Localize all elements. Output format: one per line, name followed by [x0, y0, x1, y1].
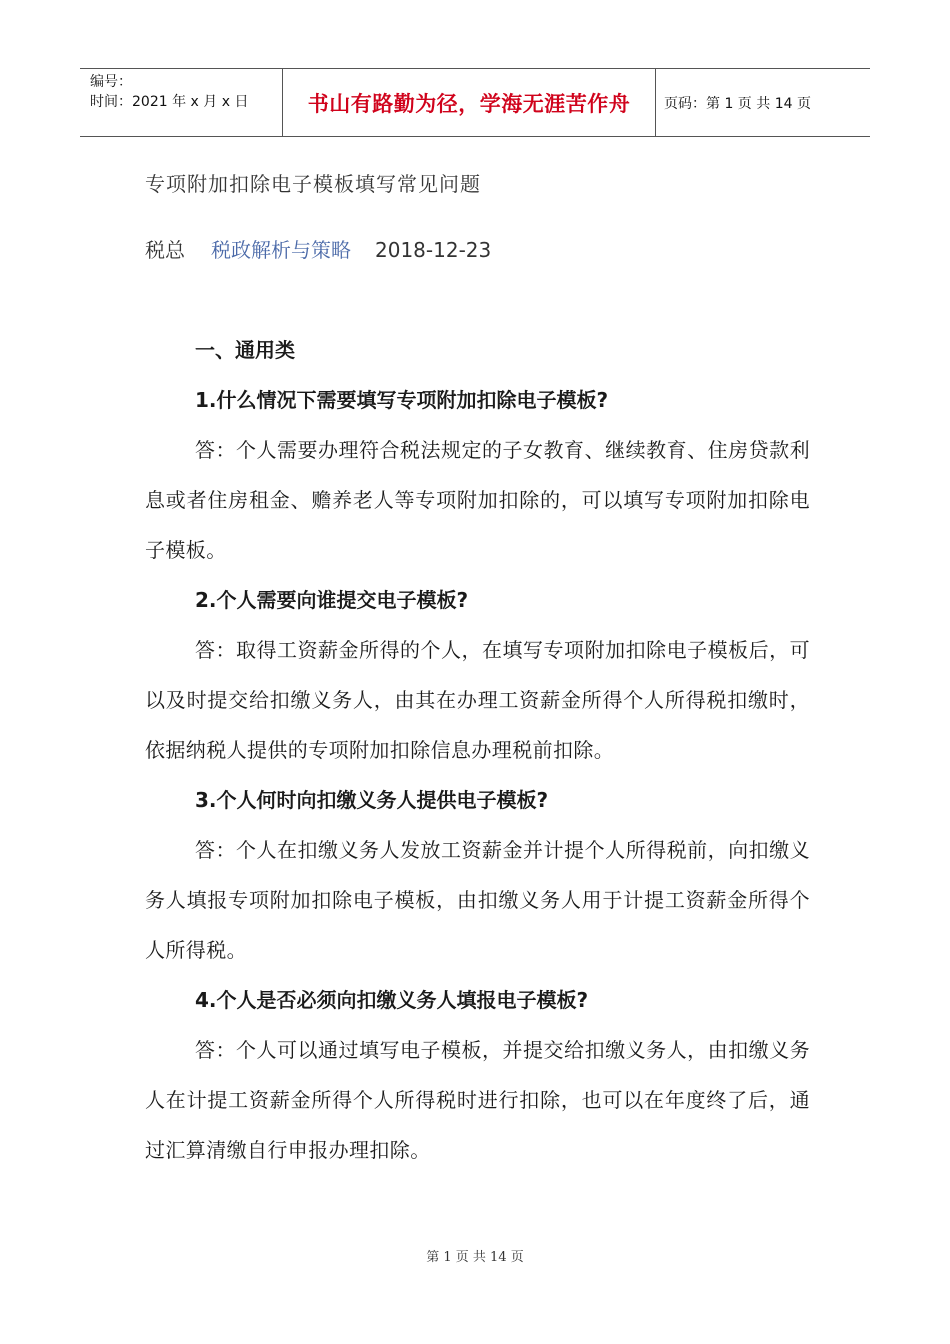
answer-2: 答：取得工资薪金所得的个人，在填写专项附加扣除电子模板后，可以及时提交给扣缴义务人，由其在办理工资薪金所得个人所得税扣缴时，依据纳税人提供的专项附加扣除信息办理税前扣除。: [145, 638, 810, 762]
source-org: 税总: [145, 238, 185, 262]
answer-3: 答：个人在扣缴义务人发放工资薪金并计提个人所得税前，向扣缴义务人填报专项附加扣除电子模板，由扣缴义务人用于计提工资薪金所得个人所得税。: [145, 838, 810, 962]
page-footer: 第 1 页 共 14 页: [426, 1250, 524, 1265]
header-motto-cell: [283, 69, 656, 136]
question-4: 4.个人是否必须向扣缴义务人填报电子模板?: [195, 988, 589, 1012]
header-table: [80, 68, 870, 137]
doc-content: [145, 325, 810, 1175]
question-2: 2.个人需要向谁提交电子模板?: [195, 588, 469, 612]
header-meta-cell: [80, 69, 283, 136]
section-heading: 一、通用类: [195, 338, 295, 362]
date-label: 时间：2021 年 x 月 x 日: [90, 94, 249, 110]
question-3: 3.个人何时向扣缴义务人提供电子模板?: [195, 788, 549, 812]
answer-1: 答：个人需要办理符合税法规定的子女教育、继续教育、住房贷款利息或者住房租金、赡养老人等专项附加扣除的，可以填写专项附加扣除电子模板。: [145, 438, 810, 562]
answer-4: 答：个人可以通过填写电子模板，并提交给扣缴义务人，由扣缴义务人在计提工资薪金所得个人所得税时进行扣除，也可以在年度终了后，通过汇算清缴自行申报办理扣除。: [145, 1038, 810, 1162]
motto: 书山有路勤为径，学海无涯苦作舟: [307, 90, 631, 116]
doc-date: 2018-12-23: [375, 238, 492, 262]
header-page-cell: [656, 69, 870, 136]
doc-title: 专项附加扣除电子模板填写常见问题: [145, 172, 481, 196]
page-info: 页码：第 1 页 共 14 页: [664, 95, 811, 112]
source-name-link[interactable]: 税政解析与策略: [211, 238, 351, 262]
question-1: 1.什么情况下需要填写专项附加扣除电子模板?: [195, 388, 609, 412]
doc-meta: [145, 234, 491, 263]
code-label: 编号：: [90, 74, 132, 90]
